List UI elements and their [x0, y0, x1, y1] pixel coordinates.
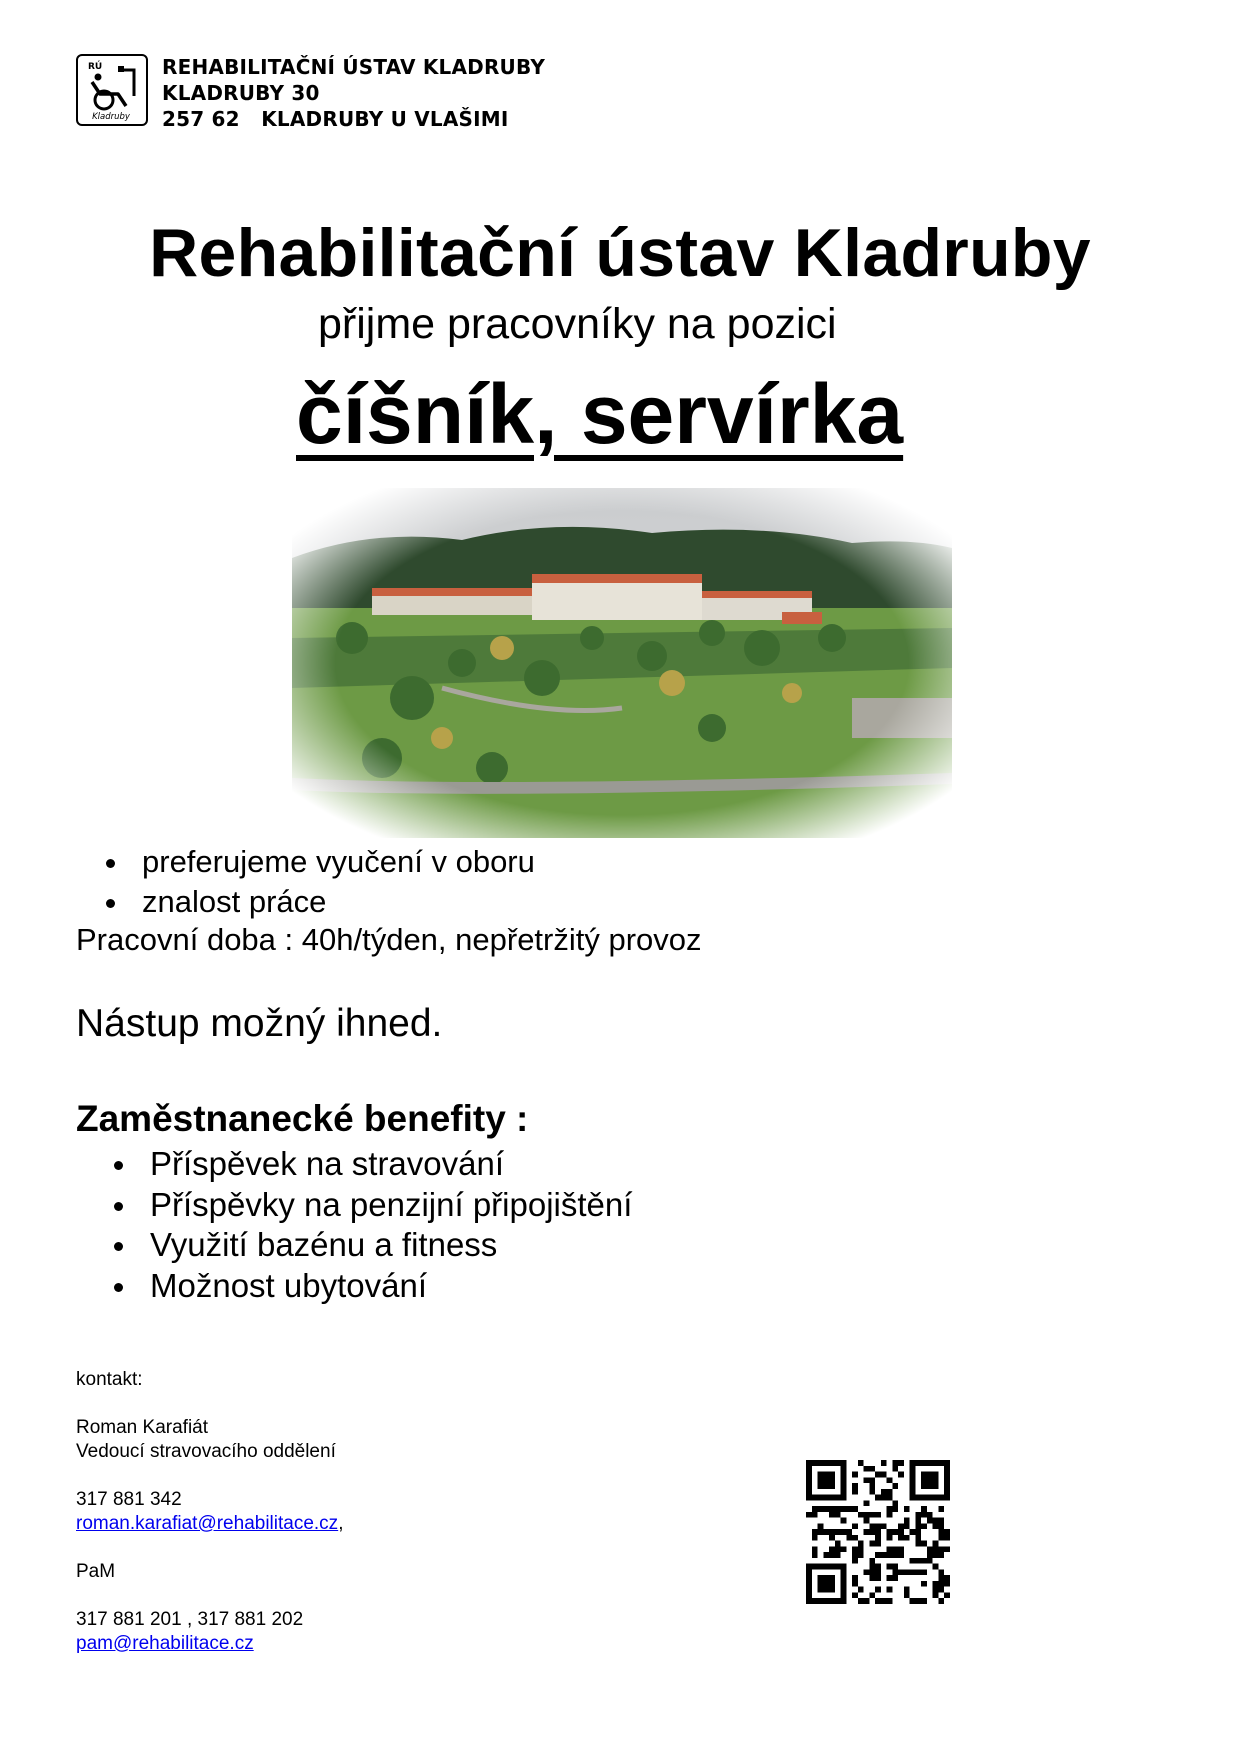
campus-aerial-photo [292, 488, 952, 838]
benefit-text: Příspěvek na stravování [150, 1145, 505, 1182]
list-item [112, 1185, 632, 1226]
contact-name: Roman Karafiát [76, 1417, 209, 1438]
benefits-list [112, 1144, 632, 1306]
benefit-text: Příspěvky na penzijní připojištění [150, 1185, 633, 1223]
list-item [112, 1225, 632, 1266]
department-phones: 317 881 201 , 317 881 202 [76, 1609, 304, 1630]
contact-block [76, 1368, 343, 1656]
benefit-text: Využití bazénu a fitness [150, 1226, 498, 1263]
requirement-text: znalost práce [142, 884, 327, 919]
contact-email-link[interactable]: roman.karafiat@rehabilitace.cz [76, 1513, 339, 1534]
department-email-link[interactable]: pam@rehabilitace.cz [76, 1633, 254, 1654]
working-hours: Pracovní doba : 40h/týden, nepřetržitý provoz [76, 922, 702, 957]
bullet-icon [114, 1202, 123, 1211]
wheelchair-logo-icon [76, 54, 148, 126]
organization-address [162, 54, 545, 132]
qr-code-icon [806, 1460, 950, 1604]
bullet-icon [114, 1283, 123, 1292]
org-city: 257 62 KLADRUBY U VLAŠIMI [162, 107, 509, 131]
bullet-icon [106, 899, 115, 908]
list-item [112, 1266, 632, 1307]
start-note: Nástup možný ihned. [76, 1002, 443, 1045]
page-title: Rehabilitační ústav Kladruby [149, 215, 1091, 291]
bullet-icon [106, 859, 115, 868]
list-item [104, 882, 535, 922]
job-position: číšník, servírka [296, 367, 904, 461]
list-item [112, 1144, 632, 1185]
contact-label: kontakt: [76, 1369, 143, 1390]
contact-role: Vedoucí stravovacího oddělení [76, 1441, 336, 1462]
letterhead [76, 54, 545, 132]
list-item [104, 842, 535, 882]
benefit-text: Možnost ubytování [150, 1266, 427, 1304]
org-street: KLADRUBY 30 [162, 81, 320, 105]
requirement-text: preferujeme vyučení v oboru [142, 844, 535, 879]
org-name: REHABILITAČNÍ ÚSTAV KLADRUBY [162, 55, 546, 79]
department-name: PaM [76, 1561, 116, 1582]
email-separator: , [338, 1513, 344, 1534]
bullet-icon [114, 1242, 123, 1251]
page-subtitle: přijme pracovníky na pozici [318, 300, 837, 348]
contact-phone: 317 881 342 [76, 1489, 182, 1510]
requirements-list [104, 842, 535, 922]
benefits-heading: Zaměstnanecké benefity : [76, 1098, 529, 1139]
logo-abbrev: RÚ [88, 62, 103, 72]
bullet-icon [114, 1161, 123, 1170]
logo-caption: Kladruby [92, 112, 130, 122]
